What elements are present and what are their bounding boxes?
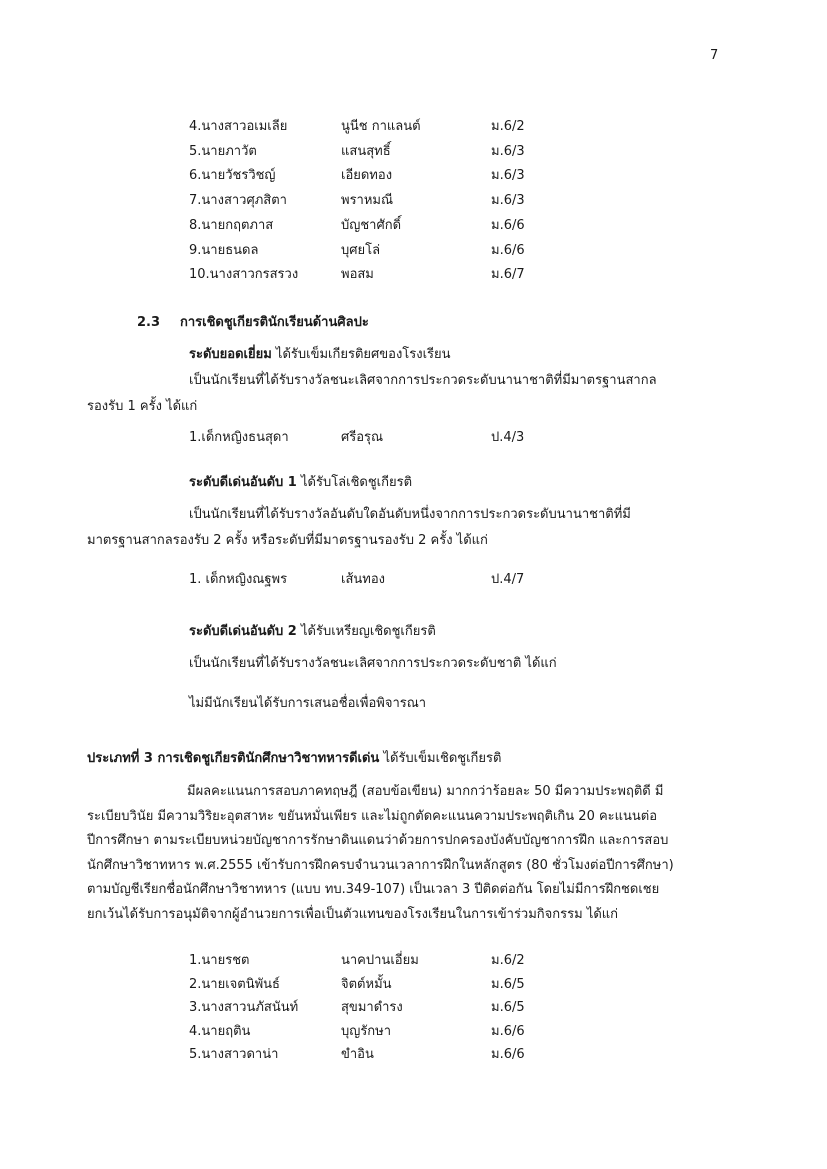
outstanding2-none-text: ไม่มีนักเรียนได้รับการเสนอชื่อเพื่อพิจารณา — [189, 696, 427, 711]
student-surname: สุขมาดำรง — [341, 1000, 403, 1015]
student-name: 6.นายวัชรวิชญ์ — [189, 168, 276, 184]
paragraph-line: ตามบัญชีเรียกชื่อนักศึกษาวิชาทหาร (แบบ ทบ.349-107) เป็นเวลา 3 ปีติดต่อกัน โดยไม่มีการฝึกชดเชย — [87, 882, 660, 897]
type3-heading-reward: ได้รับเข็มเชิดชูเกียรติ — [383, 751, 502, 766]
student-class: ม.6/2 — [491, 119, 525, 134]
student-class: ม.6/5 — [491, 1000, 525, 1015]
student-surname: เอียดทอง — [341, 168, 393, 184]
paragraph-line: มีผลคะแนนการสอบภาคทฤษฎี (สอบข้อเขียน) มากกว่าร้อยละ 50 มีความประพฤติดี มี — [187, 784, 664, 799]
student-name: 3.นางสาวนภัสนันท์ — [189, 1000, 299, 1015]
type3-heading — [87, 750, 501, 768]
outstanding1-reward: ได้รับโล่เชิดชูเกียรติ — [300, 475, 413, 490]
student-row — [189, 1044, 609, 1066]
student-class: ม.6/7 — [491, 267, 525, 283]
type3-heading-title: ประเภทที่ 3 การเชิดชูเกียรตินักศึกษาวิชาทหารดีเด่น — [87, 751, 380, 766]
student-class: ม.6/6 — [491, 217, 525, 233]
student-name: 1.นายรชต — [189, 953, 250, 968]
student-name: 4.นางสาวอเมเลีย — [189, 119, 288, 134]
paragraph-line: ระเบียบวินัย มีความวิริยะอุตสาหะ ขยันหมั่นเพียร และไม่ถูกตัดคะแนนความประพฤติเกิน 20 คะแนนต่อ — [87, 808, 658, 824]
student-class: ป.4/7 — [491, 572, 525, 587]
page-number: 7 — [710, 48, 719, 63]
student-row — [189, 1021, 609, 1043]
student-surname: บุญรักษา — [341, 1023, 392, 1039]
student-surname: เส้นทอง — [341, 572, 385, 587]
paragraph-line: ยกเว้นได้รับการอนุมัติจากผู้อำนวยการเพื่อเป็นตัวแทนของโรงเรียนในการเข้าร่วมกิจกรรม ได้แก่ — [87, 906, 619, 922]
student-class: ม.6/6 — [491, 1047, 525, 1062]
type3-criteria-paragraph — [87, 780, 721, 927]
student-row — [189, 141, 609, 163]
section-title: การเชิดชูเกียรตินักเรียนด้านศิลปะ — [180, 315, 369, 330]
paragraph-line: นักศึกษาวิชาทหาร พ.ศ.2555 เข้ารับการฝึกครบจำนวนเวลาการฝึกในหลักสูตร (80 ชั่วโมงต่อปีการศึกษา) — [87, 857, 674, 873]
student-name: 1. เด็กหญิงณฐพร — [189, 572, 288, 587]
student-class: ม.6/5 — [491, 976, 525, 992]
student-name: 5.นายภาวัต — [189, 143, 257, 159]
student-surname: แสนสุทธิ์ — [341, 143, 391, 159]
student-name: 9.นายธนดล — [189, 242, 259, 258]
excellent-reward: ได้รับเข็มเกียรติยศของโรงเรียน — [275, 347, 451, 362]
student-row — [189, 950, 609, 972]
outstanding1-desc-line1: เป็นนักเรียนที่ได้รับรางวัลอันดับใดอันดับหนึ่งจากการประกวดระดับนานาชาติที่มี — [189, 507, 631, 522]
student-name: 4.นายฤติน — [189, 1023, 251, 1039]
student-surname: นาคปานเอี่ยม — [341, 953, 419, 968]
student-surname: นูนีช กาแลนต์ — [341, 119, 421, 134]
student-row — [189, 997, 609, 1019]
outstanding2-label: ระดับดีเด่นอันดับ 2 — [189, 624, 297, 639]
student-class: ม.6/6 — [491, 242, 525, 258]
student-class: ม.6/3 — [491, 168, 525, 184]
student-name: 8.นายกฤตภาส — [189, 217, 274, 233]
student-class: ม.6/2 — [491, 953, 525, 968]
outstanding1-desc-line2: มาตรฐานสากลรองรับ 2 ครั้ง หรือระดับที่มีมาตรฐานรองรับ 2 ครั้ง ได้แก่ — [87, 533, 488, 548]
student-class: ป.4/3 — [491, 430, 525, 445]
student-surname: ขำอิน — [341, 1047, 374, 1062]
student-row — [189, 240, 609, 262]
paragraph-line: ปีการศึกษา ตามระเบียบหน่วยบัญชาการรักษาดินแดนว่าด้วยการปกครองบังคับบัญชาการฝึก และการสอบ — [87, 833, 669, 848]
outstanding1-label: ระดับดีเด่นอันดับ 1 — [189, 475, 297, 490]
excellent-level-heading — [189, 346, 451, 364]
excellent-label: ระดับยอดเยี่ยม — [189, 347, 272, 362]
student-surname: จิตต์หมั้น — [341, 976, 392, 992]
student-row — [189, 190, 609, 212]
student-name: 10.นางสาวกรสรวง — [189, 267, 299, 283]
student-name: 2.นายเจตนิพันธ์ — [189, 976, 280, 992]
student-row — [189, 165, 609, 187]
excellent-desc-line1: เป็นนักเรียนที่ได้รับรางวัลชนะเลิศจากการประกวดระดับนานาชาติที่มีมาตรฐานสากล — [189, 373, 657, 388]
student-class: ม.6/3 — [491, 143, 525, 159]
student-row — [189, 116, 609, 138]
student-surname: พราหมณี — [341, 193, 394, 209]
student-surname: พอสม — [341, 267, 374, 283]
outstanding1-heading — [189, 474, 412, 492]
outstanding2-heading — [189, 623, 436, 641]
section-number: 2.3 — [137, 315, 161, 330]
student-row — [189, 427, 609, 449]
student-row — [189, 215, 609, 237]
outstanding2-desc: เป็นนักเรียนที่ได้รับรางวัลชนะเลิศจากการประกวดระดับชาติ ได้แก่ — [189, 656, 557, 671]
student-name: 5.นางสาวดาน่า — [189, 1047, 279, 1062]
excellent-desc-line2: รองรับ 1 ครั้ง ได้แก่ — [87, 399, 198, 414]
student-surname: บุศยโล่ — [341, 242, 381, 258]
outstanding2-reward: ได้รับเหรียญเชิดชูเกียรติ — [300, 624, 436, 639]
student-class: ม.6/6 — [491, 1023, 525, 1039]
student-row — [189, 569, 609, 591]
student-surname: บัญชาศักดิ์ — [341, 217, 402, 233]
student-name: 1.เด็กหญิงธนสุดา — [189, 430, 289, 445]
student-surname: ศรีอรุณ — [341, 430, 384, 445]
student-row — [189, 974, 609, 996]
student-class: ม.6/3 — [491, 193, 525, 209]
student-row — [189, 264, 609, 286]
student-name: 7.นางสาวศุภสิตา — [189, 193, 287, 209]
